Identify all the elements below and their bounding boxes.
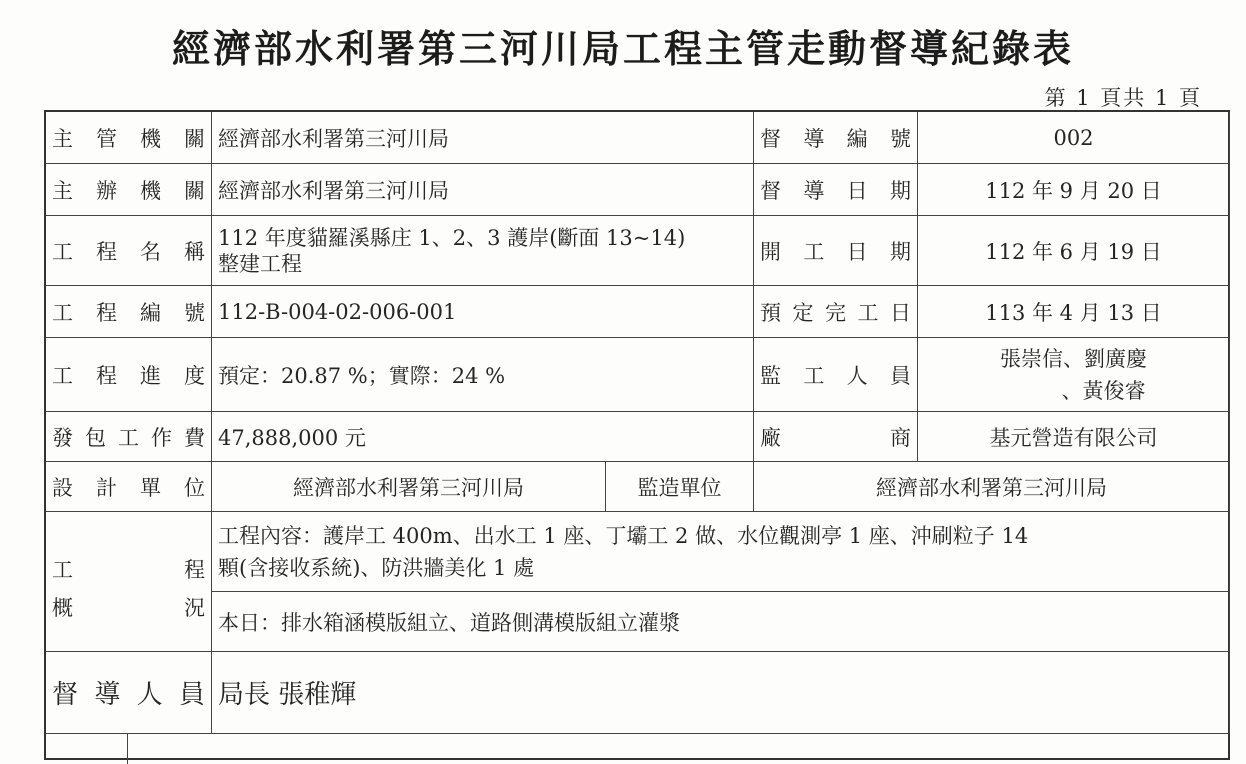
label-char: 員 xyxy=(178,680,205,710)
next-row-cell-1 xyxy=(46,734,128,764)
label-char: 導 xyxy=(94,680,121,710)
label-char: 費 xyxy=(184,425,205,450)
label-char: 期 xyxy=(889,239,911,264)
label-char: 度 xyxy=(184,363,205,388)
value-overview-today: 本日：排水箱涵模版組立、道路側溝模版組立灌漿 xyxy=(212,592,1230,652)
label-char: 商 xyxy=(890,425,911,450)
label-char: 計 xyxy=(96,475,117,500)
label-char: 工 xyxy=(52,239,73,264)
label-char: 日 xyxy=(846,239,868,264)
label-inspector xyxy=(46,652,212,734)
label-char: 督 xyxy=(760,126,781,151)
page-number: 第 1 頁共 1 頁 xyxy=(1044,86,1202,110)
label-char: 預 xyxy=(760,300,781,325)
label-char: 人 xyxy=(846,363,868,388)
label-char: 日 xyxy=(846,178,868,203)
label-char: 人 xyxy=(136,680,163,710)
label-char: 主 xyxy=(52,178,73,203)
label-char: 工 xyxy=(118,425,139,450)
label-char: 工 xyxy=(857,300,879,325)
project-name-line-1: 112 年度貓羅溪縣庄 1、2、3 護岸(斷面 13~14) xyxy=(218,225,686,250)
label-char: 開 xyxy=(760,239,781,264)
label-char: 導 xyxy=(803,126,825,151)
value-contract-fee: 47,888,000 元 xyxy=(212,412,754,462)
form-title: 經濟部水利署第三河川局工程主管走動督導紀錄表 xyxy=(171,26,1074,71)
label-supervision-unit: 監造單位 xyxy=(606,462,754,512)
label-char: 程 xyxy=(96,239,117,264)
label-char: 監 xyxy=(760,363,781,388)
label-char: 程 xyxy=(96,300,117,325)
label-char: 工 xyxy=(52,300,73,325)
label-char: 員 xyxy=(889,363,911,388)
label-char: 位 xyxy=(184,475,205,500)
overview-content-line-2: 顆(含接收系統)、防洪牆美化 1 處 xyxy=(218,555,535,580)
label-char: 關 xyxy=(184,178,205,203)
label-char: 編 xyxy=(846,126,868,151)
label-char: 完 xyxy=(825,300,846,325)
label-char: 號 xyxy=(184,300,205,325)
value-design-unit: 經濟部水利署第三河川局 xyxy=(212,462,606,512)
overview-char-1: 工 xyxy=(52,558,73,582)
overview-char-2: 程 xyxy=(184,558,205,582)
value-contractor: 基元營造有限公司 xyxy=(918,412,1230,462)
label-site-staff xyxy=(754,338,918,412)
label-char: 號 xyxy=(889,126,911,151)
label-contractor xyxy=(754,412,918,462)
label-inspection-date xyxy=(754,164,918,216)
label-char: 機 xyxy=(140,178,161,203)
value-inspector: 局長 張稚輝 xyxy=(212,652,1230,734)
label-char: 機 xyxy=(140,126,161,151)
label-project-no xyxy=(46,286,212,338)
value-host-agency: 經濟部水利署第三河川局 xyxy=(212,112,754,164)
label-char: 發 xyxy=(52,425,73,450)
label-design-unit xyxy=(46,462,212,512)
label-inspection-no xyxy=(754,112,918,164)
label-char: 工 xyxy=(52,363,73,388)
value-inspection-no: 002 xyxy=(918,112,1230,164)
label-contract-fee xyxy=(46,412,212,462)
label-char: 督 xyxy=(52,680,79,710)
label-char: 辦 xyxy=(96,178,117,203)
overview-char-3: 概 xyxy=(52,596,73,620)
label-char: 關 xyxy=(184,126,205,151)
label-char: 單 xyxy=(140,475,161,500)
label-char: 管 xyxy=(96,126,117,151)
value-supervision-unit: 經濟部水利署第三河川局 xyxy=(754,462,1230,512)
value-overview-content xyxy=(212,512,1230,592)
project-name-line-2: 整建工程 xyxy=(218,251,302,276)
label-char: 工 xyxy=(803,363,825,388)
label-char: 稱 xyxy=(184,239,205,264)
label-char: 日 xyxy=(890,300,911,325)
label-char: 包 xyxy=(85,425,106,450)
label-char: 導 xyxy=(803,178,825,203)
label-char: 設 xyxy=(52,475,73,500)
value-site-staff xyxy=(918,338,1230,412)
value-start-date: 112 年 6 月 19 日 xyxy=(918,216,1230,286)
value-project-name xyxy=(212,216,754,286)
value-inspection-date: 112 年 9 月 20 日 xyxy=(918,164,1230,216)
label-char: 期 xyxy=(889,178,911,203)
value-due-date: 113 年 4 月 13 日 xyxy=(918,286,1230,338)
label-progress xyxy=(46,338,212,412)
label-project-overview xyxy=(46,512,212,652)
overview-char-4: 況 xyxy=(184,596,205,620)
label-organizer xyxy=(46,164,212,216)
site-staff-line-1: 張崇信、劉廣慶 xyxy=(1000,346,1147,371)
label-start-date xyxy=(754,216,918,286)
value-project-no: 112-B-004-02-006-001 xyxy=(212,286,754,338)
label-char: 定 xyxy=(792,300,814,325)
label-due-date xyxy=(754,286,918,338)
label-char: 廠 xyxy=(760,425,781,450)
label-project-name xyxy=(46,216,212,286)
label-char: 名 xyxy=(140,239,161,264)
site-staff-line-2: 、黃俊睿 xyxy=(1061,378,1146,403)
inspection-form-table xyxy=(44,110,1230,760)
value-progress: 預定：20.87 %；實際：24 % xyxy=(212,338,754,412)
value-organizer: 經濟部水利署第三河川局 xyxy=(212,164,754,216)
label-char: 程 xyxy=(96,363,117,388)
label-char: 主 xyxy=(52,126,73,151)
overview-content-line-1: 工程內容：護岸工 400m、出水工 1 座、丁壩工 2 做、水位觀測亭 1 座、沖刷粒子 14 xyxy=(218,523,1029,548)
label-host-agency xyxy=(46,112,212,164)
label-char: 編 xyxy=(140,300,161,325)
label-char: 督 xyxy=(760,178,781,203)
label-char: 進 xyxy=(140,363,161,388)
label-char: 作 xyxy=(151,425,172,450)
label-char: 工 xyxy=(803,239,825,264)
